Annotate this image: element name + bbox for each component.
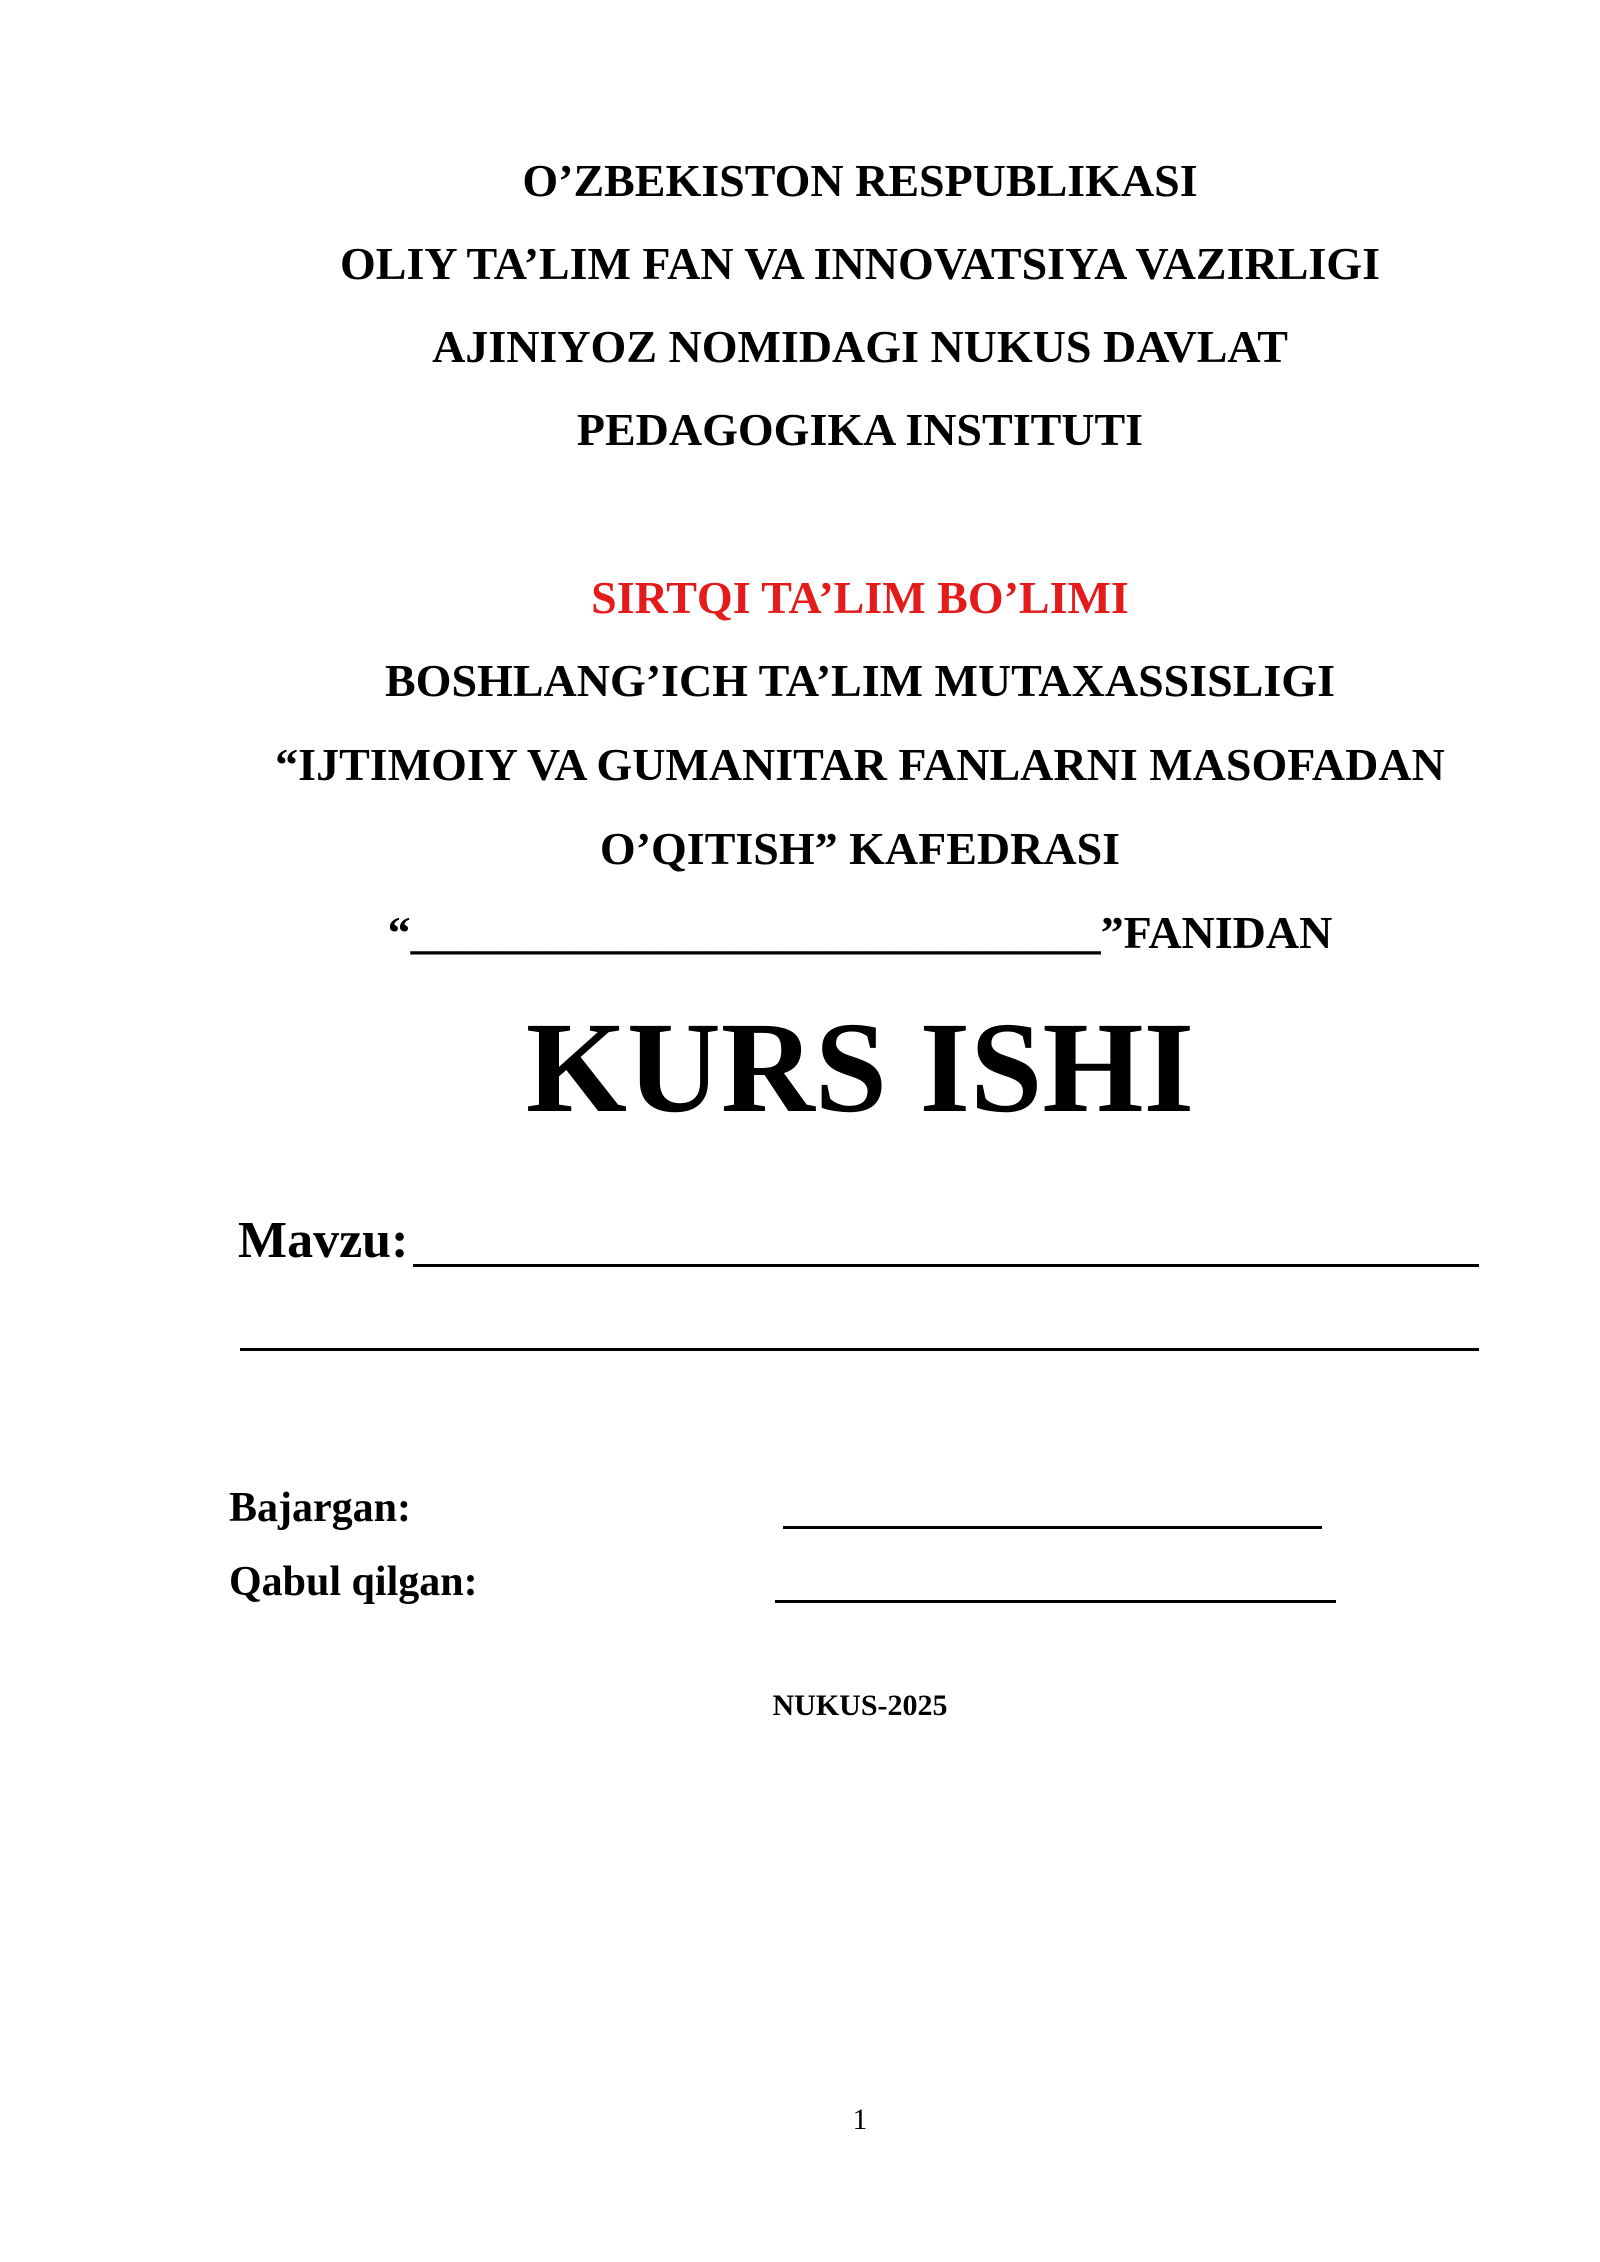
performed-by-label: Bajargan: <box>229 1485 411 1531</box>
topic-blank-line-1 <box>413 1264 1479 1267</box>
ministry-header-line-1: O’ZBEKISTON RESPUBLIKASI <box>522 155 1198 206</box>
page-number: 1 <box>852 2103 868 2136</box>
city-year: NUKUS-2025 <box>772 1689 948 1722</box>
performed-by-blank-line <box>783 1526 1322 1529</box>
ministry-header-line-4: PEDAGOGIKA INSTITUTI <box>576 404 1144 455</box>
accepted-by-label: Qabul qilgan: <box>229 1559 478 1605</box>
chair-name-line-2: O’QITISH” KAFEDRASI <box>599 823 1121 874</box>
ministry-header-line-3: AJINIYOZ NOMIDAGI NUKUS DAVLAT <box>432 321 1288 372</box>
subject-line: “______________________________”FANIDAN <box>387 907 1333 958</box>
ministry-header-line-2: OLIY TA’LIM FAN VA INNOVATSIYA VAZIRLIGI <box>339 238 1380 289</box>
section-name: SIRTQI TA’LIM BO’LIMI <box>591 572 1129 623</box>
topic-blank-line-2 <box>240 1348 1479 1351</box>
accepted-by-blank-line <box>775 1600 1336 1603</box>
document-title: KURS ISHI <box>525 996 1195 1140</box>
specialty-name: BOSHLANG’ICH TA’LIM MUTAXASSISLIGI <box>385 655 1335 706</box>
chair-name-line-1: “IJTIMOIY VA GUMANITAR FANLARNI MASOFADAN <box>275 739 1445 790</box>
topic-label: Mavzu: <box>238 1212 409 1269</box>
